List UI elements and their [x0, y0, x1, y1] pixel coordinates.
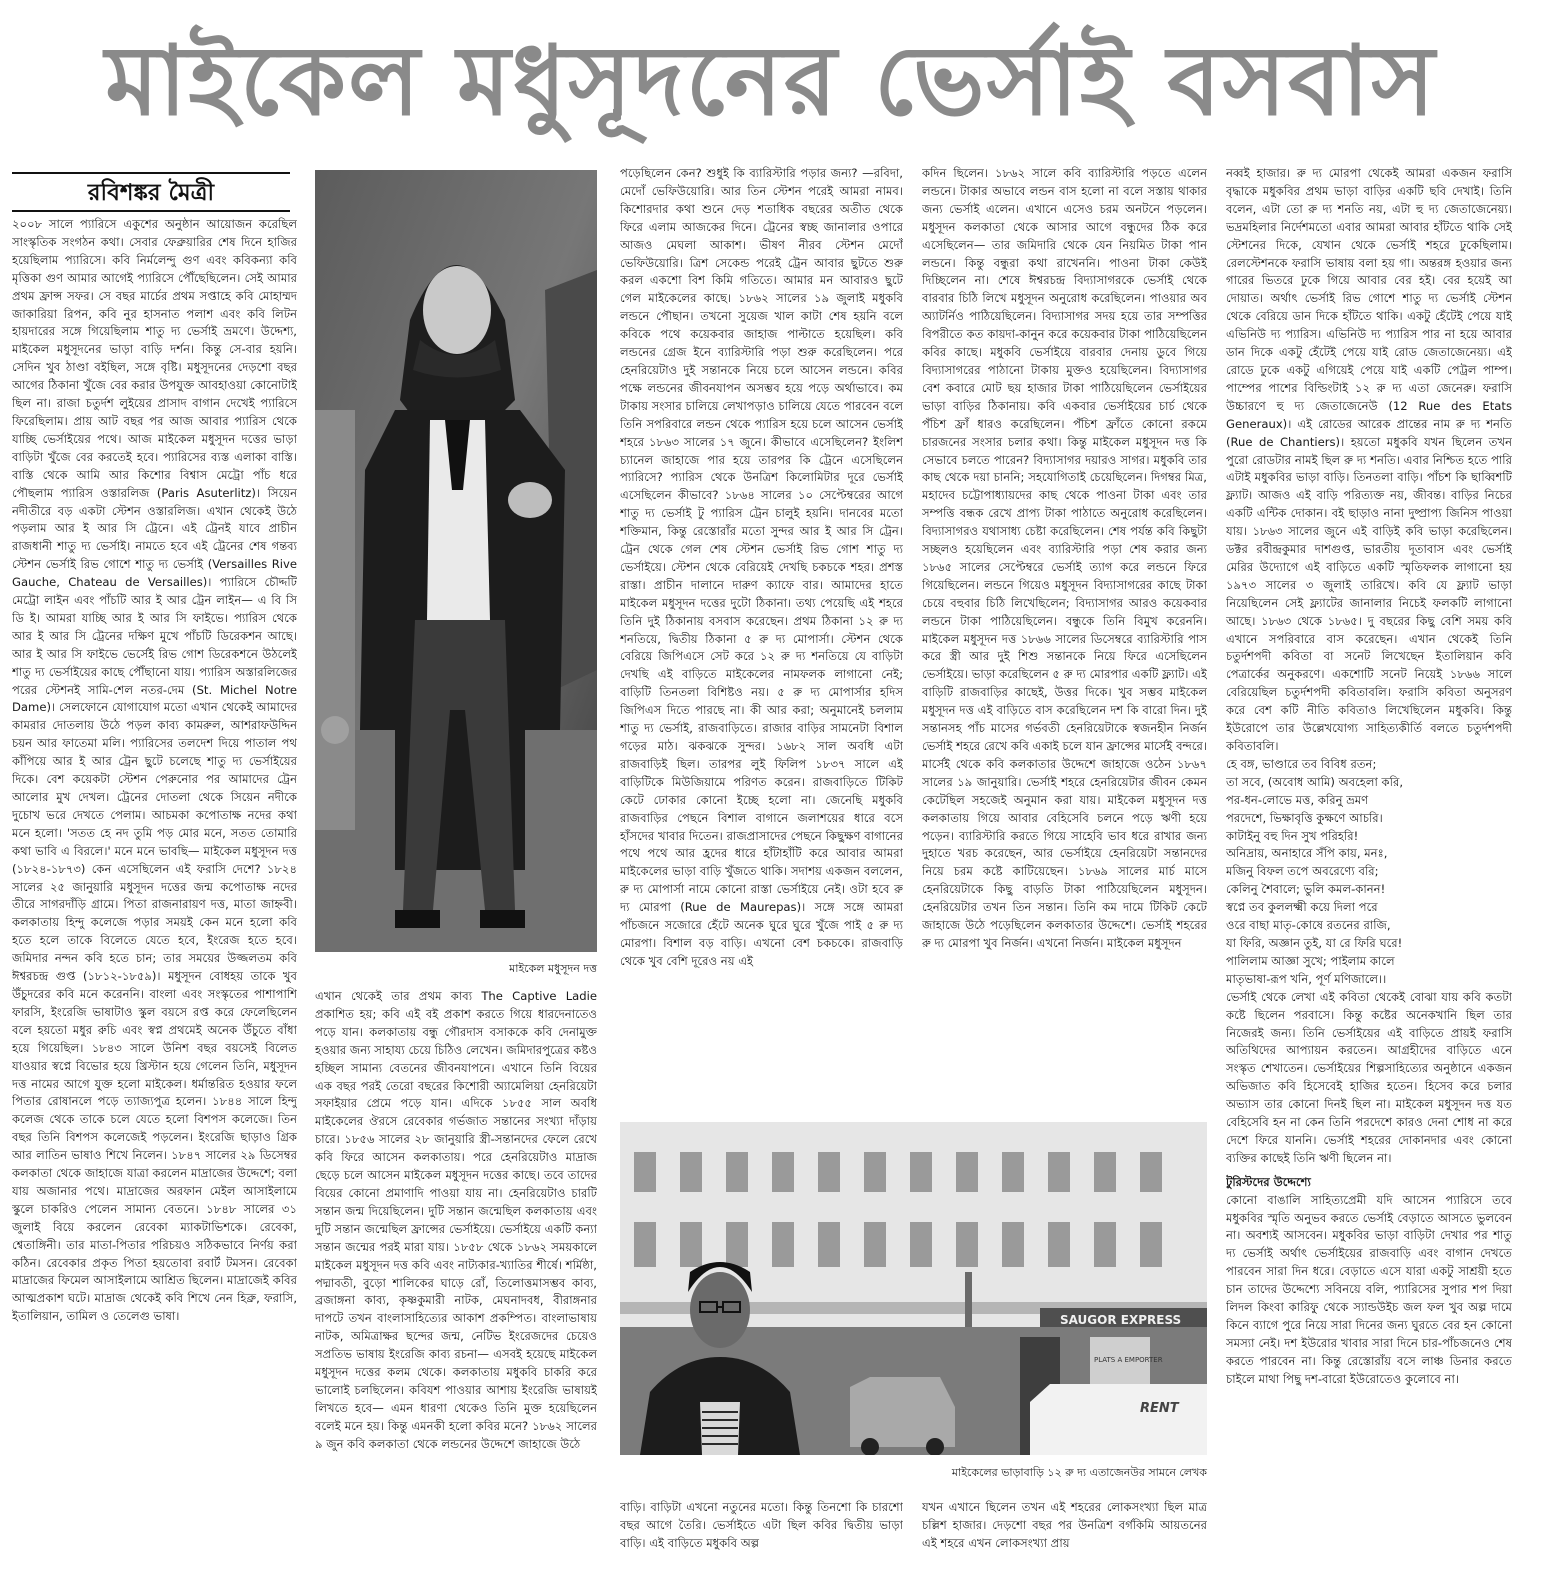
sonnet-line: মাতৃভাষা-রূপ খনি, পূর্ণ মণিজালে।।: [1226, 971, 1387, 986]
sonnet-line: ওরে বাছা মাতৃ-কোষে রতনের রাজি,: [1226, 918, 1391, 933]
sonnet-line: স্বপ্নে তব কুললক্ষ্মী কয়ে দিলা পরে: [1226, 900, 1378, 915]
article-text-col5-c: কোনো বাঙালি সাহিত্যপ্রেমী যদি আসেন প্যারিসে তবে মধুকবির স্মৃতি অনুভব করতে ভের্সাই বেড়াতে আসতে ভুলবেন না। অবশ্যই আসবেন। মধুকবির ভাড়া বাড়িটা দেখার পর শাতু দ্য ভের্সাই অর্থাৎ ভের্সাইয়ের রাজবাড়ি এবং বাগান দেখতে পারবেন সারা দিন ধরে। বেড়াতে এসে যারা একটু সাশ্রয়ী হতে চান তাদের উদ্দেশ্যে সবিনয়ে বলি, প্যারিসের সুপার শপ দিয়া লিদল কিংবা কারিফু থেকে স্যান্ডউইচ জল ফল খুব অল্প দামে কিনে ব্যাগে পুরে নিয়ে সারা দিনের জন্য ঘুরতে বের হন কোনো সমস্যা নেই। দশ ইউরোর খাবার সারা দিনে চার-পাঁচজনেও শেষ করতে পারবেন না। কিন্তু রেস্তোরাঁয় বসে লাঞ্চ ডিনার করতে চাইলে মাথা পিছু দশ-বারো ইউরোতেও কুলোবে না।: [1226, 1192, 1512, 1386]
column-2-bottom: [315, 988, 597, 1566]
byline: রবিশঙ্কর মৈত্রী: [87, 179, 215, 206]
article-text-col3: পড়েছিলেন কেন? শুধুই কি ব্যারিস্টারি পড়ার জন্য? —রবিদা, মেদোঁ ভেফিউয়োরি। আর তিন স্টেশন পরেই আমরা নামব। কিশোরদার কথা শুনে দেড় শতাধিক বছরের অতীত থেকে ফিরে এলাম আজকের দিনে। ট্রেনের স্বচ্ছ জানালার ওপারে আজও মেঘলা আকাশ। ভীষণ নীরব স্টেশন মেদোঁ ভেফিউয়োরি। ত্রিশ সেকেন্ড পরেই ট্রেন আবার ছুটতে শুরু করল একশো বিশ কিমি গতিতে। আমার মন আবারও ছুটে গেল মাইকেলের কাছে। ১৮৬২ সালের ১৯ জুলাই মধুকবি লন্ডনে পৌছান। তখনো সুয়েজ খাল কাটা শেষ হয়নি বলে কবিকে পথে কয়েকবার জাহাজ পাল্টাতে হয়েছিল। কবি লন্ডনের গ্রেজ ইনে ব্যারিস্টারি পড়া শুরু করেছিলেন। পরে হেনরিয়েটাও দুই সন্তানকে নিয়ে চলে আসেন লন্ডনে। কবির পক্ষে লন্ডনের জীবনযাপন অসম্ভব হয়ে পড়ে অর্থাভাবে। কম টাকায় সংসার চালিয়ে লেখাপড়াও চালিয়ে যেতে পারবেন বলে তিনি সপরিবারে লন্ডন থেকে প্যারিস হয়ে চলে আসেন ভের্সাই শহরে ১৮৬৩ সালের ১৭ জুনে। কীভাবে এসেছিলেন? ইংলিশ চ্যানেল জাহাজে পার হয়ে তারপর কি ট্রেনে এসেছিলেন প্যারিসে? প্যারিস থেকে উনত্রিশ কিলোমিটার দূরে ভের্সাই এসেছিলেন কীভাবে? ১৮৬৪ সালের ১০ সেপ্টেম্বরের আগে শাতু দ্য ভের্সাই টু প্যারিস ট্রেন চালুই হয়নি। দানবের মতো শক্তিমান, কিন্তু রেস্তোরাঁর মতো সুন্দর আর ই আর সি ট্রেন। ট্রেন থেকে গেল শেষ স্টেশন ভের্সাই রিভ গোশ শাতু দ্য ভের্সাইয়ে। স্টেশন থেকে বেরিয়েই দেখছি চকচকে শহর। প্রশস্ত রাস্তা। প্রাচীন দালানে দারুণ ক্যাফে বার। আমাদের হাতে মাইকেল মধুসূদন দত্তের দুটো ঠিকানা। তথ্য পেয়েছি এই শহরে তিনি দুই ঠিকানায় বসবাস করেছেন। প্রথম ঠিকানা ১২ রু দ্য শনতিয়ে, দ্বিতীয় ঠিকানা ৫ রু দ্য মোপার্সা। স্টেশন থেকে বেরিয়ে জিপিএসে সেট করে ১২ রু দ্য শনতিয়ে যে বাড়িটা দেখছি এই বাড়িতে মাইকেলের নামফলক লাগানো নেই; বাড়িটি তিনতলা বিশিষ্টও নয়। ৫ রু দ্য মোপার্সার হদিস জিপিএস দিতে পারছে না। কী আর করা; অনুমানেই চললাম শাতু দ্য ভের্সাই, রাজবাড়িতে। রাজার বাড়ির সামনেটা বিশাল গড়ের মাঠ। ঝকঝকে সুন্দর। ১৬৮২ সাল অবধি এটা রাজবাড়িই ছিল। তারপর লুই ফিলিপ ১৮৩৭ সালে এই বাড়িটিকে মিউজিয়ামে পরিণত করেন। রাজবাড়িতে টিকিট কেটে ঢোকার কোনো ইচ্ছে হলো না। জেনেছি মধুকবি রাজবাড়ির পেছনে বিশাল বাগানে জলাশয়ের ধারে বসে হাঁসদের খাবার দিতেন। রাজপ্রাসাদের পেছনে কিছুক্ষণ বাগানের পথে পথে আর হ্রদের ধারে হাঁটাহাঁটি করে আবার আমরা মাইকেলের ভাড়া বাড়ি খুঁজতে থাকি। সদাশয় একজন বললেন, রু দ্য মোপার্সা নামে কোনো রাস্তা ভের্সাইয়ে নেই। ওটা হবে রু দ্য মোরপা (Rue de Maurepas)। সঙ্গে সঙ্গে আমরা পাঁচজনে সজোরে হেঁটে অনেক ঘুরে ঘুরে খুঁজে পাই ৫ রু দ্য মোরপা। বিশাল বড় বাড়ি। এখনো বেশ চকচকে। রাজবাড়ি থেকে খুব বেশি দূরেও নয় এই: [620, 166, 903, 968]
sonnet-line: অনিদ্রায়, অনাহারে সঁপি কায়, মনঃ,: [1226, 846, 1388, 861]
van-logo: RENT: [1140, 1401, 1179, 1416]
article-text-col1: ২০০৮ সালে প্যারিসে একুশের অনুষ্ঠান আয়োজন করেছিল সাংস্কৃতিক সংগঠন কথা। সেবার ফেব্রুয়ারির শেষ দিনে হাজির হয়েছিলাম প্যারিসে। কবি নির্মলেন্দু গুণ এবং কবিকন্যা কবি মৃত্তিকা গুণ আমার আগেই প্যারিসে পৌঁছেছিলেন। সেই আমার প্রথম ফ্রান্স সফর। সে বছর মার্চের প্রথম সপ্তাহে কবি মোহাম্মদ জাকারিয়া রিপন, কবি নুর হাসনাত পলাশ এবং কবি লিটন হায়দারের সঙ্গে গিয়েছিলাম শাতু দ্য ভের্সাই ভ্রমণে। উদ্দেশ্য, মাইকেল মধুসূদনের ভাড়া বাড়ি দর্শন। কিন্তু সে-বার হয়নি। সেদিন খুব ঠাণ্ডা বইছিল, সঙ্গে বৃষ্টি। মধুসূদনের দেড়শো বছর আগের ঠিকানা খুঁজে বের করার উপযুক্ত আবহাওয়া কোনোটাই ছিল না। রাজা চতুর্দশ লুইয়ের প্রাসাদ বাগান দেখেই প্যারিসে ফিরেছিলাম। প্রায় আট বছর পর আজ আবার প্যারিস থেকে যাচ্ছি ভের্সাইয়ের পথে। আজ মাইকেল মধুসূদন দত্তের ভাড়া বাড়িটা খুঁজে বের করতেই হবে। প্যারিসের ব্যস্ত এলাকা বাস্তি। বাস্তি থেকে আমি আর কিশোর বিশ্বাস মেট্রো পাঁচ ধরে পৌছলাম প্যারিস ওস্তারলিজ (Paris Asuterlitz)। সিয়েন নদীতীরে বড় একটা স্টেশন ওস্তারলিজ। এখান থেকেই উঠে পড়লাম আর ই আর সি ট্রেনে। এই ট্রেনই যাবে প্রাচীন রাজধানী শাতু দ্য ভের্সাই। নামতে হবে এই ট্রেনের শেষ গন্তব্য স্টেশন ভের্সাই রিভ গোশে শাতু দ্য ভের্সাই (Versailles Rive Gauche, Chateau de Versailles)। প্যারিসে চৌদ্দটি মেট্রো লাইন এবং পাঁচটি আর ই আর ট্রেন লাইন— এ বি সি ডি ই। আমরা যাচ্ছি আর ই আর সি ফাইভে। প্যারিস থেকে আর ই আর সি ট্রেনের দক্ষিণ মুখে পাঁচটি ডিরেকশন আছে। আর ই আর সি ফাইভে ভের্সেই রিভ গোশ ডিরেকশনে উঠলেই শাতু দ্য ভের্সাইয়ের কাছে পৌঁছানো যায়। প্যারিস অস্তারলিজের পরের স্টেশনই সামি-শেল নতর-দেম (St. Michel Notre Dame)। সেলফোনে যোগাযোগ মতো এখান থেকেই আমাদের কামরার দোতলায় উঠে পড়ল কাব্য কামরুল, আশরাফউদ্দিন চয়ন আর ফাতেমা মলি। প্যারিসের তলদেশ দিয়ে পাতাল পথ কাঁপিয়ে আর ই আর ট্রেন ছুটে চলেছে শাতু দ্য ভের্সাইয়ের দিকে। বেশ কয়েকটা স্টেশন পেরুনোর পর আমাদের ট্রেন আলোর মুখ দেখল। ট্রেনের দোতলা থেকে সিয়েন নদীকে দুচোখ ভরে দেখতে পেলাম। আচমকা কপোতাক্ষ নদের কথা মনে হলো। 'সতত হে নদ তুমি পড় মোর মনে, সতত তোমারি কথা ভাবি এ বিরলে।' মনে মনে ভাবছি— মাইকেল মধুসূদন দত্ত (১৮২৪-১৮৭৩) কেন এসেছিলেন এই ফরাসি দেশে? ১৮২৪ সালের ২৫ জানুয়ারি মধুসূদন দত্তের জন্ম কপোতাক্ষ নদের তীরে সাগরদাঁড়ি গ্রামে। পিতা রাজনারায়ণ দত্ত, মাতা জাহ্নবী। কলকাতায় হিন্দু কলেজে পড়ার সময়ই কেন মনে হলো কবি হতে হলে তাকে বিলেতে যেতে হবে, ইংরেজ হতে হবে। জমিদার নন্দন কবি হতে চান; তার সময়ের উজ্জলতম কবি ঈশ্বরচন্দ্র গুপ্ত (১৮১২-১৮৫৯)। মধুসূদন বোধহয় তাকে খুব উঁচুদরের কবি মনে করেননি। বাংলা এবং সংস্কৃতের পাশাপাশি ফারসি, ইংরেজি ভাষাটাও স্কুল বয়সে রপ্ত করে ফেলেছিলেন বলে হয়তো মধুর রুচি এবং স্বপ্ন প্রথমেই অনেক উঁচুতে বাঁধা হয়ে গিয়েছিল। ১৮৪৩ সালে উনিশ বছর বয়সেই বিলেত যাওয়ার স্বপ্নে বিভোর হয়ে খ্রিস্টান হয়ে গেলেন তিনি, মধুসূদন দত্ত নামের আগে যুক্ত হলো মাইকেল। ধর্মান্তরিত হওয়ার ফলে পিতার রোষানলে পড়ে ত্যাজ্যপুত্র হলেন। ১৮৪৪ সালে হিন্দু কলেজ থেকে তাকে চলে যেতে হলো বিশপস কলেজে। তিন বছর তিনি বিশপস কলেজেই পড়লেন। ইংরেজি ছাড়াও গ্রিক আর লাতিন ভাষাও শিখে নিলেন। ১৮৪৭ সালের ২৯ ডিসেম্বর কলকাতা থেকে জাহাজে যাত্রা করলেন মাদ্রাজের উদ্দেশে; বলা যায় অজানার পথে। মাদ্রাজের অরফান মেইল আসাইলামে স্কুলে চাকরিও পেলেন সামান্য বেতনে। ১৮৪৮ সালের ৩১ জুলাই বিয়ে করলেন রেবেকা ম্যাকটাভিশকে। রেবেকা, শ্বেতাঙ্গিনী। তার মাতা-পিতার পরিচয়ও সঠিকভাবে নির্ণয় করা কঠিন। রেবেকার প্রকৃত পিতা হয়তোবা রবার্ট টমসন। রেবেকা মাদ্রাজের ফিমেল আসাইলামে আশ্রিত ছিলেন। মাদ্রাজেই কবির আত্মপ্রকাশ ঘটে। মাদ্রাজ থেকেই কবি শিখে নেন হিব্রু, ফরাসি, ইতালিয়ান, তামিল ও তেলেগু ভাষা।: [12, 217, 297, 1324]
headline: মাইকেল মধুসূদনের ভের্সাই বসবাস: [105, 25, 1437, 137]
subheading-tourists: টুরিস্টদের উদ্দেশ্যে: [1226, 1174, 1311, 1189]
column-1: [12, 216, 297, 1566]
column-5: [1226, 165, 1512, 1566]
sonnet-line: মজিনু বিফল তপে অবরেণ্যে বরি;: [1226, 864, 1379, 879]
column-3-bottom: [620, 1499, 903, 1566]
article-text-col2: এখান থেকেই তার প্রথম কাব্য The Captive Ladie প্রকাশিত হয়; কবি এই বই প্রকাশ করতে গিয়ে ধারদেনাতেও পড়ে যান। কলকাতায় বন্ধু গৌরদাস বসাককে কবি দেনামুক্ত হওয়ার জন্য সাহায্য চেয়ে চিঠিও লেখেন। জমিদারপুত্রের কষ্টও হচ্ছিল সামান্য বেতনের জীবনযাপনে। এখানে তিনি বিয়ের এক বছর পরই তেরো বছরের কিশোরী অ্যামেলিয়া হেনরিয়েটা সফাইয়ার প্রেমে পড়ে যান। এদিকে ১৮৫৫ সাল অবধি মাইকেলের ঔরসে রেবেকার গর্ভজাত সন্তানের সংখ্যা দাঁড়ায় চারে। ১৮৫৬ সালের ২৮ জানুয়ারি স্ত্রী-সন্তানদের ফেলে রেখে কবি ফিরে আসেন কলকাতায়। পরে হেনরিয়েটাও মাদ্রাজ ছেড়ে চলে আসেন মাইকেল মধুসূদন দত্তের কাছে। তবে তাদের বিয়ের কোনো প্রমাণাদি পাওয়া যায় না। হেনরিয়েটাও চারটি সন্তান জন্ম দিয়েছিলেন। দুটি সন্তান জন্মেছিল কলকাতায় এবং দুটি সন্তান জন্মেছিল ফ্রান্সের ভের্সাইয়ে। ভের্সাইয়ে একটি কন্যা সন্তান জন্মের পরই মারা যায়। ১৮৫৮ থেকে ১৮৬২ সময়কালে মাইকেল মধুসূদন দত্ত কবি এবং নাট্যকার-খ্যাতির শীর্ষে। শর্মিষ্ঠা, পদ্মাবতী, বুড়ো শালিকের ঘাড়ে রোঁ, তিলোত্তমাসম্ভব কাব্য, ব্রজাঙ্গনা কাব্য, কৃষ্ণকুমারী নাটক, মেঘনাদবধ, বীরাঙ্গনার দাপটে তখন বাংলাসাহিত্যের আকাশ প্রকম্পিত। বাংলাভাষায় নাটক, অমিত্রাক্ষর ছন্দের জন্ম, নেটিভ ইংরেজদের চেয়েও সপ্রতিভ ভাষায় ইংরেজি কাব্য রচনা— এসবই হয়েছে মাইকেল মধুসূদন দত্তের কলম থেকে। কলকাতায় মধুকবি চাকরি করে ভালোই চলছিলেন। কবিযশ পাওয়ার আশায় ইংরেজি ভাষায়ই লিখতে হবে— এমন ধারণা থেকেও তিনি মুক্ত হয়েছিলেন বলেই মনে হয়। কিন্তু এমনকী হলো কবির মনে? ১৮৬২ সালের ৯ জুন কবি কলকাতা থেকে লন্ডনের উদ্দেশে জাহাজে উঠে: [315, 989, 597, 1451]
sonnet-line: পরদেশে, ভিক্ষাবৃত্তি কুক্ষণে আচরি।: [1226, 810, 1383, 825]
street-illustration: [620, 1122, 1207, 1455]
sonnet: [1226, 756, 1512, 989]
article-text-col5-b: ভের্সাই থেকে লেখা এই কবিতা থেকেই বোঝা যায় কবি কতটা কষ্টে ছিলেন পরবাসে। কিন্তু কষ্টের অনেকখানি ছিল তার নিজেরই জন্য। তিনি ভের্সাইয়ের এই বাড়িতে প্রায়ই ফরাসি অতিথিদের আপ্যায়ন করতেন। আগ্রহীদের বাড়িতে এনে সংস্কৃত শেখাতেন। ভের্সাইয়ের শিল্পসাহিত্যের অনুষ্ঠানে একজন অভিজাত কবি হিসেবেই হাজির হতেন। হিসেব করে চলার অভ্যাস তার কোনো দিনই ছিল না। মাইকেল মধুসূদন দত্ত যত বেহিসেবি হন না কেন তিনি পরদেশে কারও দেনা শোধ না করে দেশে ফিরে যাননি। ভের্সাই শহরের দোকানদার এবং কোনো ব্যক্তির কাছেই তিনি ঋণী ছিলেন না।: [1226, 989, 1512, 1165]
byline-top-rule: [12, 172, 290, 174]
street-photo-caption: মাইকেলের ভাড়াবাড়ি ১২ রু দ্য এতাজেনউর সামনে লেখক: [951, 1466, 1207, 1479]
portrait-photo: [315, 170, 597, 952]
article-text-col5-a: নব্বই হাজার। রু দ্য মোরপা থেকেই আমরা একজন ফরাসি বৃদ্ধাকে মধুকবির প্রথম ভাড়া বাড়ির একটি ছবি দেখাই। তিনি বলেন, এটা তো রু দ্য শনতি নয়, এটা হু দ্য জেতাজেনেয়্য। ভদ্রমহিলার নির্দেশমতো এবার আমরা আবার হাঁটতে থাকি সেই স্টেশনের দিকে, যেখান থেকে ভের্সাই শহরে ঢুকেছিলাম। রেলস্টেশনকে ফরাসি ভাষায় বলা হয় গা। অন্তরঙ্গ হওয়ার জন্য গারের ভিতরে ঢুকে গিয়ে আবার বের হই। বের হয়েই আ দোয়াত। অর্থাৎ ভের্সাই রিভ গোশে শাতু দ্য ভের্সাই স্টেশন থেকে বেরিয়ে ডান দিকে হাঁটতে থাকি। একটু হেঁটেই পেয়ে যাই এভিনিউ দ্য প্যারিস। এভিনিউ দ্য প্যারিস পার না হয়ে আবার ডান দিকে একটু হেঁটেই পেয়ে যাই রোড জেতাজেনেয়্য। এই রোডে ঢুকে একটু এগিয়েই পেয়ে যাই একটি পেট্রল পাম্প। পাম্পের পাশের বিল্ডিংটাই ১২ রু দ্য এতা জেনেরু। ফরাসি উচ্চারণে হু দ্য জেতাজেনেউ (12 Rue des Etats Generaux)। এই রোডের আরেক প্রান্তের নাম রু দ্য শনতি (Rue de Chantiers)। হয়তো মধুকবি যখন ছিলেন তখন পুরো রোডটার নামই ছিল রু দ্য শনতি। এবার নিশ্চিত হতে পারি এটাই মধুকবির ভাড়া বাড়ি। তিনতলা বাড়ি। পাঁচশ কি ছাব্বিশটি ফ্ল্যাট। আজও এই বাড়ি পরিত্যক্ত নয়, জীবন্ত। বাড়ির নিচের একটি এন্টিক দোকান। বই ছাড়াও নানা দুষ্প্রাপ্য জিনিস পাওয়া যায়। ১৮৬৩ সালের জুনে এই বাড়িই কবি ভাড়া করেছিলেন। ডক্টর রবীন্দ্রকুমার দাশগুপ্ত, ভারতীয় দূতাবাস এবং ভের্সাই মেরির উদ্যোগে এই বাড়িতে একটি স্মৃতিফলক লাগানো হয় ১৯৭৩ সালের ৩ জুলাই তারিখে। কবি যে ফ্ল্যাট ভাড়া নিয়েছিলেন সেই ফ্ল্যাটের জানালার নিচেই ফলকটি লাগানো আছে। ১৮৬৩ থেকে ১৮৬৫। দু বছরের কিছু বেশি সময় কবি এখানে সপরিবারে বাস করেছেন। এখান থেকেই তিনি চতুর্দশপদী কবিতা বা সনেট লিখেছেন ইতালিয়ান কবি পেত্রার্কের অনুকরণে। একশোটি সনেট নিয়েই ১৮৬৬ সালে বেরিয়েছিল চতুর্দশপদী কবিতাবলি। ফরাসি কবিতা অনুসরণ করে বেশ কটি নীতি কবিতাও লিখেছিলেন মধুকবি। কিন্তু ইউরোপে তার উল্লেখযোগ্য সাহিত্যকীর্তি বলতে চতুর্দশপদী কবিতাবলি।: [1226, 166, 1512, 753]
column-4-top: [922, 165, 1207, 1105]
portrait-caption: মাইকেল মধুসূদন দত্ত: [509, 962, 597, 975]
street-photo: [620, 1122, 1207, 1455]
sonnet-line: হে বঙ্গ, ভাণ্ডারে তব বিবিধ রতন;: [1226, 756, 1377, 771]
sonnet-line: কেলিনু শৈবালে; ভুলি কমল-কানন!: [1226, 882, 1386, 897]
restaurant-sign: SAUGOR EXPRESS: [1060, 1313, 1182, 1327]
column-3-top: [620, 165, 903, 1105]
article-text-col4-bottom: যখন এখানে ছিলেন তখন এই শহরের লোকসংখ্যা ছিল মাত্র চল্লিশ হাজার। দেড়শো বছর পর উনত্রিশ বর্গকিমি আয়তনের এই শহরে এখন লোকসংখ্যা প্রায়: [922, 1500, 1207, 1550]
sonnet-line: পর-ধন-লোভে মত্ত, করিনু ভ্রমণ: [1226, 792, 1369, 807]
sonnet-line: কাটাইনু বহু দিন সুখ পরিহরি!: [1226, 828, 1359, 843]
sonnet-line: যা ফিরি, অজ্ঞান তুই, যা রে ফিরি ঘরে!: [1226, 935, 1403, 950]
portrait-illustration: [315, 170, 597, 952]
column-4-bottom: [922, 1499, 1207, 1566]
byline-bottom-rule: [12, 210, 290, 212]
sonnet-line: তা সবে, (অবোধ আমি) অবহেলা করি,: [1226, 774, 1404, 789]
shop-window-text: PLATS A EMPORTER: [1094, 1356, 1163, 1364]
article-text-col3-bottom: বাড়ি। বাড়িটা এখনো নতুনের মতো। কিন্তু তিনশো কি চারশো বছর আগে তৈরি। ভের্সাইতে এটা ছিল কবির দ্বিতীয় ভাড়া বাড়ি। এই বাড়িতে মধুকবি অল্প: [620, 1500, 903, 1550]
sonnet-line: পালিলাম আজ্ঞা সুখে; পাইলাম কালে: [1226, 953, 1395, 968]
article-text-col4: কদিন ছিলেন। ১৮৬২ সালে কবি ব্যারিস্টারি পড়তে এলেন লন্ডনে। টাকার অভাবে লন্ডন বাস হলো না বলে সস্তায় থাকার জন্য ভের্সাই এলেন। এখানে এসেও চরম অনটনে পড়লেন। মধুসূদন কলকাতা থেকে আসার আগে বন্ধুদের ঠিক করে এসেছিলেন— তার জমিদারি থেকে যেন নিয়মিত টাকা পান লন্ডনে। কিন্তু বন্ধুরা কথা রাখেননি। পাওনা টাকা কেউই দিচ্ছিলেন না। শেষে ঈশ্বরচন্দ্র বিদ্যাসাগরকে ভের্সাই থেকে বারবার চিঠি লিখে মধুসূদন অনুরোধ করেছিলেন। পাওয়ার অব অ্যাটর্নিও পাঠিয়েছিলেন। বিদ্যাসাগর সদয় হয়ে তার সম্পত্তির বিপরীতে কত কায়দা-কানুন করে কয়েকবার টাকা পাঠিয়েছিলেন কবির কাছে। মধুকবি ভের্সাইয়ে বারবার দেনায় ডুবে গিয়ে বিদ্যাসাগরের পাঠানো টাকায় মুক্তও হয়েছিলেন। বিদ্যাসাগর বেশ কবারে মোট ছয় হাজার টাকা পাঠিয়েছিলেন ভের্সাইয়ের ভাড়া বাড়ির ঠিকানায়। কবি একবার ভের্সাইয়ের চার্চ থেকে পঁচিশ ফ্রাঁ ধারও করেছিলেন। পঁচিশ ফ্রাঁতে কোনো রকমে চারজনের সংসার চলার কথা। কিন্তু মাইকেল মধুসূদন দত্ত কি সেভাবে চলতে পারেন? বিদ্যাসাগর দয়ারও সাগর। মধুকবি তার কাছ থেকে দয়া চাননি; সহযোগিতাই চেয়েছিলেন। দিগম্বর মিত্র, মহাদেব চট্টোপাধ্যায়দের কাছ থেকে পাওনা টাকা এবং তার সম্পত্তি বন্ধক রেখে প্রাপ্য টাকা পাঠাতে অনুরোধ করেছিলেন। বিদ্যাসাগরও যথাসাধ্য চেষ্টা করেছিলেন। শেষ পর্যন্ত কবি কিছুটা সচ্ছলও হয়েছিলেন এবং ব্যারিস্টারি পড়া শেষ করার জন্য ১৮৬৫ সালের সেপ্টেম্বরে ভের্সাই ত্যাগ করে লন্ডনে ফিরে গিয়েছিলেন। লন্ডনে গিয়েও মধুসূদন বিদ্যাসাগরের কাছে টাকা চেয়ে বহুবার চিঠি লিখেছিলেন; বিদ্যাসাগর আরও কয়েকবার লন্ডনে টাকা পাঠিয়েছিলেন। বন্ধুকে তিনি বিমুখ করেননি। মাইকেল মধুসূদন দত্ত ১৮৬৬ সালের ডিসেম্বরে ব্যারিস্টারি পাস করে স্ত্রী আর দুই শিশু সন্তানকে নিয়ে ফিরে এসেছিলেন ভের্সাইয়ে। ভাড়া করেছিলেন ৫ রু দ্য মোরপার একটি ফ্ল্যাট। এই বাড়িটি রাজবাড়ির কাছেই, উত্তর দিকে। খুব সম্ভব মাইকেল মধুসূদন দত্ত এই বাড়িতে বাস করেছিলেন দশ কি বারো দিন। দুই সন্তানসহ পাঁচ মাসের গর্ভবতী হেনরিয়েটাকে স্বজনহীন নির্জন ভের্সাই শহরে রেখে কবি একাই চলে যান ফ্রান্সের মার্সেই বন্দরে। মার্সেই থেকে কবি কলকাতার উদ্দেশে জাহাজে ওঠেন ১৮৬৭ সালের ১৯ জানুয়ারি। ভের্সাই শহরে হেনরিয়েটার জীবন কেমন কেটেছিল সহজেই অনুমান করা যায়। মাইকেল মধুসূদন দত্ত কলকাতায় গিয়ে আবার বেহিসেবি চলনে পড়ে ঋণী হয়ে পড়েন। ব্যারিস্টারি করতে গিয়ে সাহেবি ভাব ধরে রাখার জন্য দুহাতে খরচ করেছেন, আর ভের্সাইয়ে হেনরিয়েটা সন্তানদের নিয়ে চরম কষ্টে কাটিয়েছেন। ১৮৬৯ সালের মার্চ মাসে হেনরিয়েটাকে কিছু বাড়তি টাকা পাঠিয়েছিলেন মধুসূদন। হেনরিয়েটার তখন তিন সন্তান। তিনি কম দামে টিকিট কেটে জাহাজে উঠে পড়েছিলেন কলকাতার উদ্দেশে। ভের্সাই শহরের রু দ্য মোরপা খুব নির্জন। এখনো নির্জন। মাইকেল মধুসূদন: [922, 166, 1207, 950]
